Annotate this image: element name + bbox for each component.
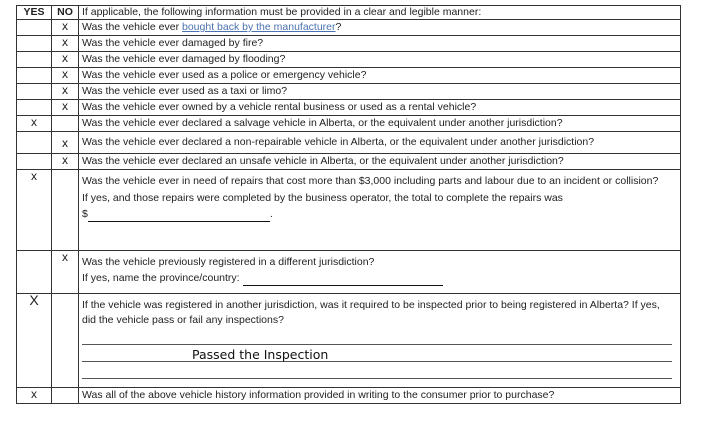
- manufacturer-buyback-link[interactable]: bought back by the manufacturer: [182, 21, 336, 33]
- inspection-answer-line-3[interactable]: [82, 362, 672, 379]
- yes-cell[interactable]: [17, 132, 52, 154]
- no-cell[interactable]: [52, 20, 79, 36]
- yes-column-header: YES: [17, 6, 52, 20]
- question-row-taxi: [17, 84, 681, 100]
- inspection-question-text: If the vehicle was registered in another jurisdiction, was it required to be inspected prior to being registered in Alberta? If yes, did the vehicle pass or fail any inspections?: [82, 299, 660, 326]
- yes-cell[interactable]: [17, 68, 52, 84]
- question-text: Was the vehicle ever used as a police or emergency vehicle?: [79, 68, 681, 84]
- no-cell[interactable]: [52, 154, 79, 170]
- no-cell[interactable]: [52, 132, 79, 154]
- no-cell[interactable]: [52, 251, 79, 294]
- yes-cell[interactable]: [17, 388, 52, 404]
- no-cell[interactable]: [52, 36, 79, 52]
- yes-cell[interactable]: [17, 36, 52, 52]
- inspection-question-cell: [79, 294, 681, 388]
- no-cell[interactable]: [52, 84, 79, 100]
- question-row-rental: [17, 100, 681, 116]
- no-cell[interactable]: [52, 68, 79, 84]
- yes-cell[interactable]: [17, 52, 52, 68]
- question-text: Was the vehicle ever owned by a vehicle rental business or used as a rental vehicle?: [79, 100, 681, 116]
- question-text: Was the vehicle ever used as a taxi or limo?: [79, 84, 681, 100]
- question-row-flooding: [17, 52, 681, 68]
- no-cell[interactable]: [52, 170, 79, 251]
- question-text: Was the vehicle ever damaged by flooding?: [79, 52, 681, 68]
- inspection-answer-text: Passed the Inspection: [192, 347, 329, 362]
- yes-mark: x: [31, 169, 37, 183]
- yes-cell[interactable]: [17, 84, 52, 100]
- yes-cell[interactable]: [17, 294, 52, 388]
- dollar-sign: $: [82, 208, 88, 220]
- question-row-police: [17, 68, 681, 84]
- registration-followup-text: If yes, name the province/country:: [82, 272, 240, 284]
- question-text: Was the vehicle ever damaged by fire?: [79, 36, 681, 52]
- header-row: [17, 6, 681, 20]
- question-row-unsafe: [17, 154, 681, 170]
- question-text-post: ?: [335, 21, 342, 33]
- registration-question-cell: [79, 251, 681, 294]
- yes-mark: x: [31, 115, 37, 129]
- no-mark: x: [62, 35, 68, 49]
- repairs-question-cell: [79, 170, 681, 251]
- no-mark: x: [62, 83, 68, 97]
- no-cell[interactable]: [52, 52, 79, 68]
- repairs-question-text: Was the vehicle ever in need of repairs that cost more than $3,000 including parts and labour due to an incident or collision?: [82, 175, 659, 187]
- question-text-pre: Was the vehicle ever: [82, 21, 182, 33]
- question-text: Was the vehicle ever declared a salvage vehicle in Alberta, or the equivalent under another jurisdiction?: [79, 116, 681, 132]
- no-cell[interactable]: [52, 388, 79, 404]
- repairs-followup-text: If yes, and those repairs were completed by the business operator, the total to complete the repairs was: [82, 192, 563, 204]
- repairs-period: .: [269, 208, 273, 220]
- no-mark: x: [62, 51, 68, 65]
- repairs-amount-field[interactable]: [88, 210, 270, 222]
- question-row-buyback: [17, 20, 681, 36]
- question-row-fire: [17, 36, 681, 52]
- registration-question-text: Was the vehicle previously registered in a different jurisdiction?: [82, 256, 375, 268]
- no-mark: x: [62, 99, 68, 113]
- yes-cell[interactable]: [17, 251, 52, 294]
- province-country-field[interactable]: [243, 274, 443, 286]
- repairs-amount-line: [82, 206, 677, 222]
- yes-cell[interactable]: [17, 116, 52, 132]
- no-mark: x: [62, 19, 68, 33]
- no-cell[interactable]: [52, 100, 79, 116]
- registration-followup-line: [82, 270, 677, 286]
- yes-mark: X: [29, 292, 39, 308]
- no-cell[interactable]: [52, 116, 79, 132]
- question-row-registration: [17, 251, 681, 294]
- no-mark: x: [62, 153, 68, 167]
- yes-cell[interactable]: [17, 20, 52, 36]
- no-mark: x: [62, 67, 68, 81]
- question-row-consumer: [17, 388, 681, 404]
- yes-cell[interactable]: [17, 154, 52, 170]
- question-row-inspection: [17, 294, 681, 388]
- question-text: Was all of the above vehicle history information provided in writing to the consumer prior to purchase?: [79, 388, 681, 404]
- no-cell[interactable]: [52, 294, 79, 388]
- yes-cell[interactable]: [17, 170, 52, 251]
- no-mark: x: [62, 136, 68, 150]
- question-row-repairs: [17, 170, 681, 251]
- inspection-answer-line-2[interactable]: [82, 345, 672, 362]
- intro-text: If applicable, the following information must be provided in a clear and legible manner:: [79, 6, 681, 20]
- question-text: Was the vehicle ever declared a non-repairable vehicle in Alberta, or the equivalent under another jurisdiction?: [79, 132, 681, 154]
- question-text: Was the vehicle ever declared an unsafe vehicle in Alberta, or the equivalent under another jurisdiction?: [79, 154, 681, 170]
- no-mark: x: [62, 250, 68, 264]
- inspection-answer-line-1[interactable]: [82, 328, 672, 345]
- no-column-header: NO: [52, 6, 79, 20]
- yes-cell[interactable]: [17, 100, 52, 116]
- question-row-salvage: [17, 116, 681, 132]
- yes-mark: x: [31, 387, 37, 401]
- question-row-non-repairable: [17, 132, 681, 154]
- vehicle-history-table: [16, 5, 681, 404]
- question-text: [79, 20, 681, 36]
